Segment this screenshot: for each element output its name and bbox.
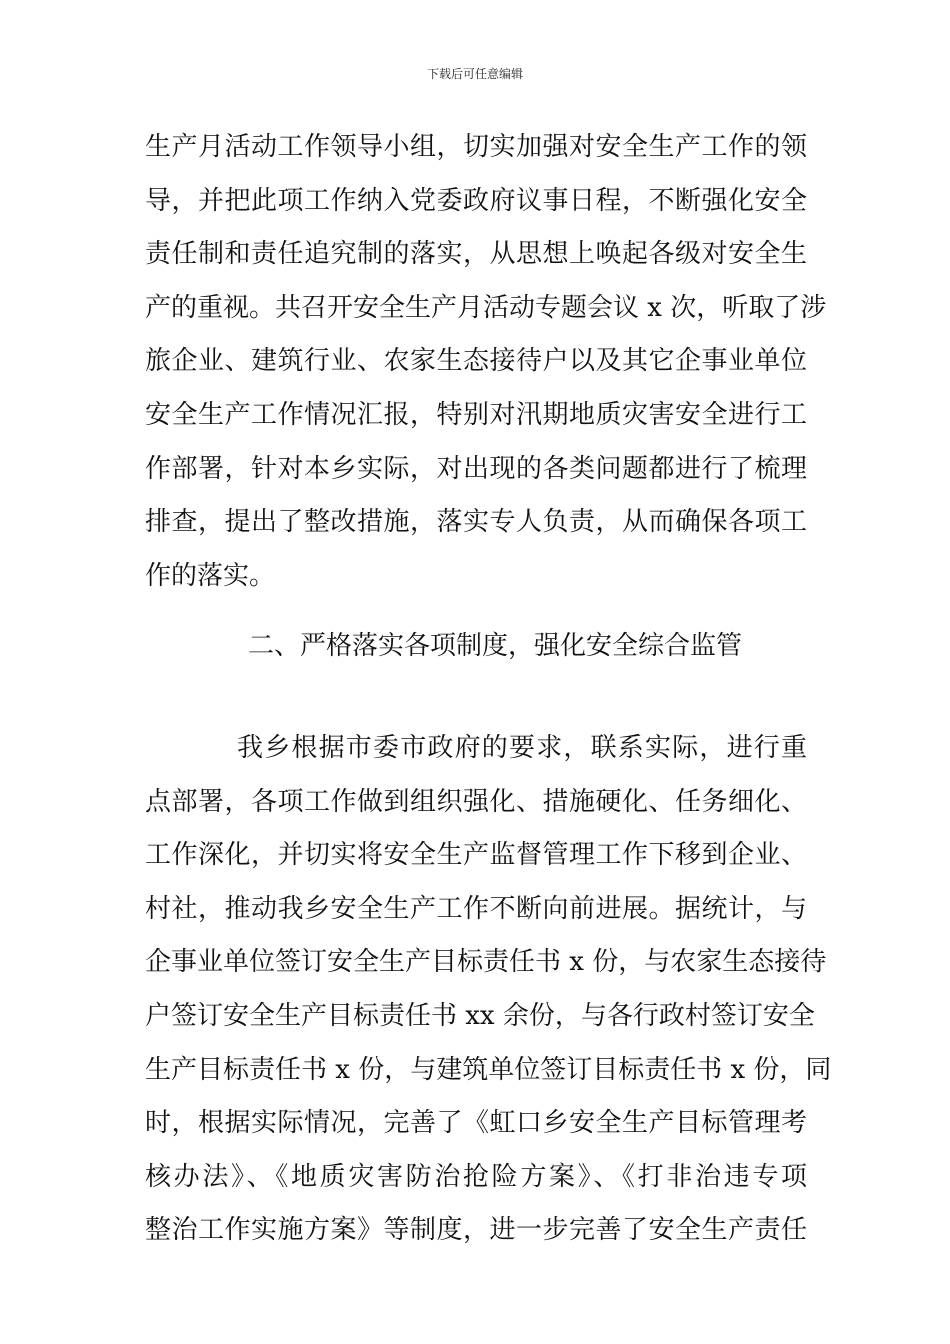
paragraph-line: 作的落实。 bbox=[145, 560, 276, 591]
section-heading: 二、严格落实各项制度，强化安全综合监管 bbox=[248, 631, 743, 661]
paragraph-1 bbox=[145, 121, 827, 603]
page-header: 下载后可任意编辑 bbox=[426, 67, 523, 81]
paragraph-line: 工作深化，并切实将安全生产监督管理工作下移到企业、 bbox=[145, 840, 807, 871]
paragraph-line: 旅企业、建筑行业、农家生态接待户以及其它企事业单位 bbox=[145, 346, 807, 377]
paragraph-line: 责任制和责任追究制的落实，从思想上唤起各级对安全生 bbox=[145, 239, 807, 270]
paragraph-line: 安全生产工作情况汇报，特别对汛期地质灾害安全进行工 bbox=[145, 399, 807, 430]
paragraph-line: 企事业单位签订安全生产目标责任书 x 份，与农家生态接待 bbox=[145, 947, 827, 978]
paragraph-line: 村社，推动我乡安全生产工作不断向前进展。据统计，与 bbox=[145, 893, 807, 924]
paragraph-line: 生产目标责任书 x 份，与建筑单位签订目标责任书 x 份，同 bbox=[145, 1054, 832, 1085]
paragraph-2 bbox=[145, 722, 832, 1258]
paragraph-line: 点部署，各项工作做到组织强化、措施硬化、任务细化、 bbox=[145, 786, 807, 817]
paragraph-line: 导，并把此项工作纳入党委政府议事日程，不断强化安全 bbox=[145, 185, 807, 216]
paragraph-line: 生产月活动工作领导小组，切实加强对安全生产工作的领 bbox=[145, 132, 807, 162]
paragraph-line: 时，根据实际情况，完善了《虹口乡安全生产目标管理考 bbox=[145, 1108, 807, 1139]
paragraph-line: 作部署，针对本乡实际，对出现的各类问题都进行了梳理 bbox=[145, 453, 807, 484]
paragraph-line: 户签订安全生产目标责任书 xx 余份，与各行政村签订安全 bbox=[145, 1000, 815, 1031]
paragraph-line: 产的重视。共召开安全生产月活动专题会议 x 次，听取了涉 bbox=[145, 292, 827, 323]
paragraph-line: 排查，提出了整改措施，落实专人负责，从而确保各项工 bbox=[145, 507, 807, 538]
paragraph-line: 我乡根据市委市政府的要求，联系实际，进行重 bbox=[237, 733, 807, 763]
paragraph-line: 核办法》、《地质灾害防治抢险方案》、《打非治违专项 bbox=[145, 1161, 807, 1192]
paragraph-line: 整治工作实施方案》等制度，进一步完善了安全生产责任 bbox=[145, 1215, 807, 1246]
